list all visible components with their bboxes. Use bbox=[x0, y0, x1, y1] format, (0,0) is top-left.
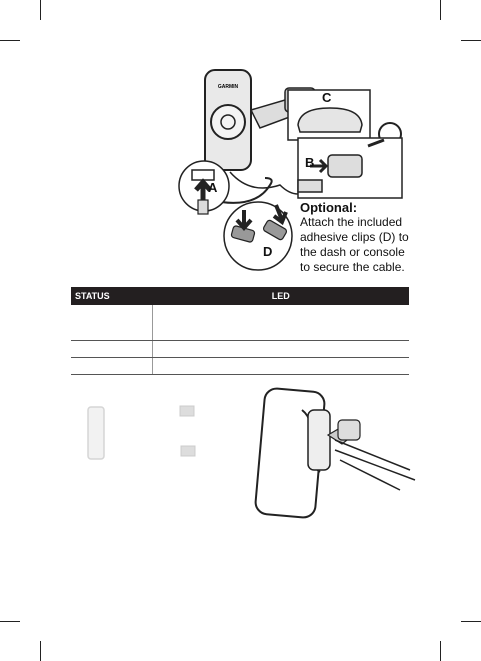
table-cell bbox=[71, 340, 153, 357]
table-cell bbox=[153, 340, 410, 357]
small-pad-2 bbox=[181, 446, 195, 456]
callout-b: B bbox=[305, 155, 315, 170]
table-header-row bbox=[71, 287, 409, 305]
optional-line-1: Attach the included bbox=[300, 215, 403, 229]
optional-line-3: the dash or console bbox=[300, 245, 405, 259]
mounted-device-illustration bbox=[80, 380, 420, 520]
callout-d: D bbox=[263, 244, 273, 259]
crop-mark-tl-h bbox=[0, 40, 20, 41]
optional-note bbox=[300, 200, 410, 275]
callout-c: C bbox=[322, 90, 332, 105]
adhesive-plate bbox=[88, 407, 104, 459]
usb-plug-icon bbox=[298, 180, 322, 192]
small-pad-1 bbox=[180, 406, 194, 416]
crop-mark-tr-h bbox=[461, 40, 481, 41]
crop-mark-bl-v bbox=[40, 641, 41, 661]
header-led: LED bbox=[153, 287, 410, 305]
optional-heading: Optional: bbox=[300, 200, 358, 215]
header-status: STATUS bbox=[71, 287, 153, 305]
crop-mark-tl-v bbox=[40, 0, 41, 20]
crop-mark-bl-h bbox=[0, 621, 20, 622]
optional-line-4: to secure the cable. bbox=[300, 260, 405, 274]
status-led-table bbox=[71, 287, 409, 375]
crop-mark-tr-v bbox=[440, 0, 441, 20]
table-cell bbox=[71, 357, 153, 374]
crop-mark-br-h bbox=[461, 621, 481, 622]
optional-line-2: adhesive clips (D) to bbox=[300, 230, 409, 244]
table-cell bbox=[153, 357, 410, 374]
table-cell bbox=[71, 305, 153, 340]
svg-text:GARMIN: GARMIN bbox=[217, 84, 239, 90]
table-row bbox=[71, 305, 409, 340]
table-cell bbox=[153, 305, 410, 340]
crop-mark-br-v bbox=[440, 641, 441, 661]
callout-a: A bbox=[208, 180, 218, 195]
table-row bbox=[71, 357, 409, 374]
table-row bbox=[71, 340, 409, 357]
